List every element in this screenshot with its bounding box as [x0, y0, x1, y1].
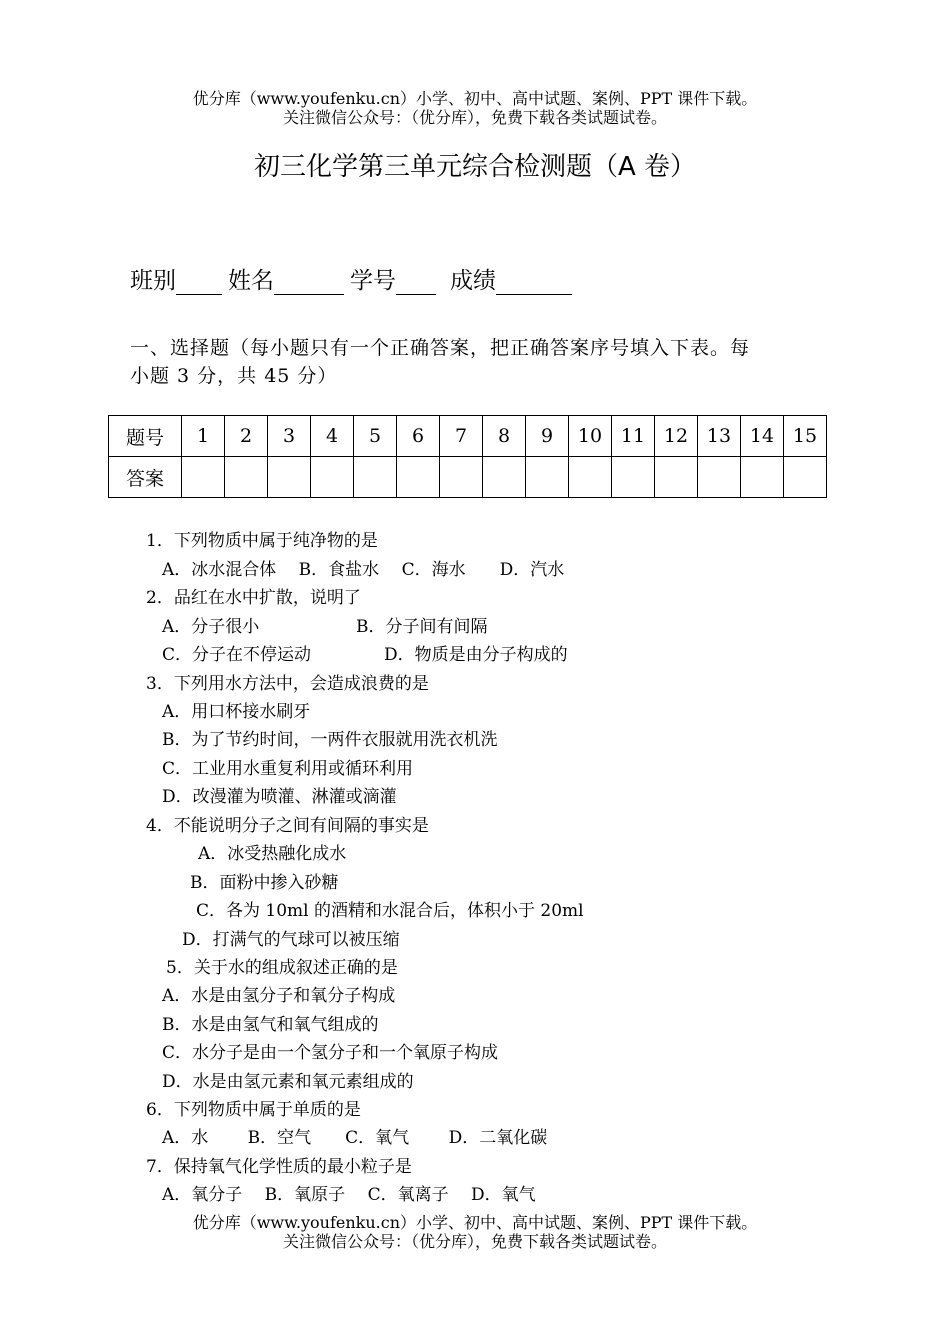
- section-1-instructions-line-1: 一、选择题（每小题只有一个正确答案，把正确答案序号填入下表。每: [130, 337, 751, 359]
- answer-cell[interactable]: [268, 457, 311, 498]
- question-3-option-b: B．为了节约时间，一两件衣服就用洗衣机洗: [162, 730, 498, 750]
- answer-cell[interactable]: [354, 457, 397, 498]
- answer-table: [108, 415, 827, 498]
- question-4-option-b: B．面粉中掺入砂糖: [190, 873, 339, 893]
- question-5-option-b: B．水是由氢气和氧气组成的: [162, 1015, 379, 1035]
- score-label: 成绩: [450, 268, 496, 294]
- section-1-instructions-line-2: 小题 3 分，共 45 分）: [130, 365, 338, 387]
- student-id-blank[interactable]: [396, 270, 436, 295]
- question-2-option-d: D．物质是由分子构成的: [384, 645, 568, 665]
- question-4: 4．不能说明分子之间有间隔的事实是: [146, 816, 429, 836]
- question-6: 6．下列物质中属于单质的是: [146, 1100, 361, 1120]
- student-info-line: [130, 262, 578, 295]
- question-3-option-d: D．改漫灌为喷灌、淋灌或滴灌: [162, 787, 397, 807]
- question-2-option-a: A．分子很小: [162, 617, 260, 637]
- question-4-option-c: C．各为 10ml 的酒精和水混合后，体积小于 20ml: [196, 901, 584, 921]
- question-3-option-c: C．工业用水重复利用或循环利用: [162, 759, 414, 779]
- answer-cell[interactable]: [182, 457, 225, 498]
- question-number-cell: 1: [182, 416, 225, 457]
- question-5: 5．关于水的组成叙述正确的是: [166, 958, 398, 978]
- question-4-option-d: D．打满气的气球可以被压缩: [182, 930, 400, 950]
- question-7-options: A．氧分子 B．氧原子 C．氧离子 D．氧气: [162, 1185, 536, 1205]
- header-line-1: 优分库（www.youfenku.cn）小学、初中、高中试题、案例、PPT 课件下载。: [192, 89, 758, 108]
- question-number-header: 题号: [109, 416, 182, 457]
- answer-cell[interactable]: [526, 457, 569, 498]
- class-label: 班别: [130, 268, 176, 294]
- question-number-cell: 9: [526, 416, 569, 457]
- question-2: 2．品红在水中扩散，说明了: [146, 588, 361, 608]
- question-number-cell: 3: [268, 416, 311, 457]
- answer-header: 答案: [109, 457, 182, 498]
- question-number-cell: 10: [569, 416, 612, 457]
- answer-cell[interactable]: [698, 457, 741, 498]
- question-3-option-a: A．用口杯接水刷牙: [162, 702, 311, 722]
- answer-cell[interactable]: [655, 457, 698, 498]
- answer-cell[interactable]: [784, 457, 827, 498]
- answer-row: [109, 457, 827, 498]
- answer-cell[interactable]: [397, 457, 440, 498]
- question-4-option-a: A．冰受热融化成水: [198, 844, 347, 864]
- question-number-cell: 7: [440, 416, 483, 457]
- question-number-cell: 5: [354, 416, 397, 457]
- answer-cell[interactable]: [741, 457, 784, 498]
- name-blank[interactable]: [274, 270, 344, 295]
- question-number-cell: 13: [698, 416, 741, 457]
- question-number-cell: 14: [741, 416, 784, 457]
- score-blank[interactable]: [496, 270, 572, 295]
- footer-line-1: 优分库（www.youfenku.cn）小学、初中、高中试题、案例、PPT 课件下载。: [192, 1213, 758, 1232]
- question-number-row: [109, 416, 827, 457]
- question-7: 7．保持氧气化学性质的最小粒子是: [146, 1157, 412, 1177]
- question-5-option-a: A．水是由氢分子和氧分子构成: [162, 986, 396, 1006]
- answer-cell[interactable]: [440, 457, 483, 498]
- student-id-label: 学号: [350, 268, 396, 294]
- question-1: 1．下列物质中属于纯净物的是: [146, 531, 378, 551]
- answer-cell[interactable]: [483, 457, 526, 498]
- question-5-option-d: D．水是由氢元素和氧元素组成的: [162, 1072, 414, 1092]
- name-label: 姓名: [228, 268, 274, 294]
- footer-line-2: 关注微信公众号：（优分库），免费下载各类试题试卷。: [282, 1232, 667, 1251]
- answer-cell[interactable]: [612, 457, 655, 498]
- question-number-cell: 12: [655, 416, 698, 457]
- question-number-cell: 8: [483, 416, 526, 457]
- question-number-cell: 6: [397, 416, 440, 457]
- answer-cell[interactable]: [225, 457, 268, 498]
- question-6-options: A．水 B．空气 C．氧气 D．二氧化碳: [162, 1128, 548, 1148]
- answer-cell[interactable]: [311, 457, 354, 498]
- page-title: 初三化学第三单元综合检测题（A 卷）: [253, 152, 697, 182]
- question-number-cell: 2: [225, 416, 268, 457]
- header-line-2: 关注微信公众号：（优分库），免费下载各类试题试卷。: [282, 108, 667, 127]
- question-number-cell: 15: [784, 416, 827, 457]
- question-number-cell: 11: [612, 416, 655, 457]
- question-2-option-b: B．分子间有间隔: [356, 617, 488, 637]
- question-number-cell: 4: [311, 416, 354, 457]
- question-3: 3．下列用水方法中，会造成浪费的是: [146, 674, 429, 694]
- question-5-option-c: C．水分子是由一个氢分子和一个氧原子构成: [162, 1043, 499, 1063]
- answer-cell[interactable]: [569, 457, 612, 498]
- question-1-options: A．冰水混合体 B．食盐水 C．海水 D．汽水: [162, 560, 565, 580]
- class-blank[interactable]: [176, 270, 222, 295]
- question-2-option-c: C．分子在不停运动: [162, 645, 312, 665]
